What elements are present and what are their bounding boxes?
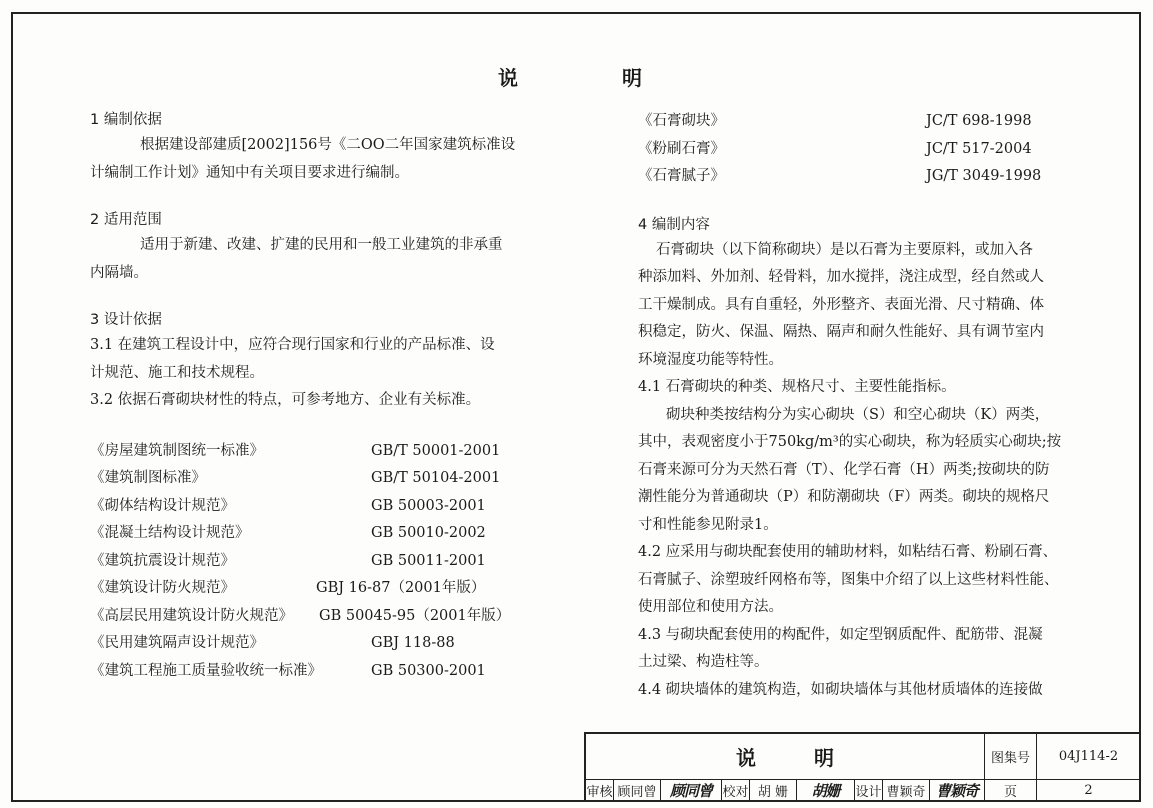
standard-name: 《民用建筑隔声设计规范》 <box>90 635 264 651</box>
title-block <box>584 732 1141 802</box>
standard-item <box>90 575 530 603</box>
right-column <box>638 108 1078 704</box>
section-4-text-line: 土过梁、构造柱等。 <box>638 654 769 670</box>
standards-list <box>90 438 530 686</box>
standard-name: 《混凝土结构设计规范》 <box>90 525 250 541</box>
standard-name: 《建筑工程施工质量验收统一标准》 <box>90 662 322 679</box>
page-number: 2 <box>1037 780 1141 802</box>
standard-name: 《石膏砌块》 <box>638 113 725 129</box>
standard-code: JC/T 698-1998 <box>926 113 1032 129</box>
section-3-heading: 3 设计依据 <box>90 312 162 328</box>
standard-item <box>90 520 530 548</box>
designer-signature: 曹颖奇 <box>930 780 985 802</box>
atlas-number-label: 图集号 <box>985 734 1037 780</box>
page-title <box>0 62 1153 88</box>
section-2-text-line: 内隔墙。 <box>90 264 148 281</box>
standard-item <box>90 630 530 658</box>
standard-item <box>90 493 530 521</box>
standard-code: GBJ 16-87（2001年版） <box>316 580 486 596</box>
section-4-text-line: 石膏腻子、涂塑玻纤网格布等，图集中介绍了以上这些材料性能、 <box>638 571 1059 588</box>
standard-code: GB 50045-95（2001年版） <box>319 607 511 624</box>
section-4-text-line: 寸和性能参见附录1。 <box>638 516 778 533</box>
standard-name: 《粉刷石膏》 <box>638 140 725 157</box>
section-4-text-line: 砌块种类按结构分为实心砌块（S）和空心砌块（K）两类， <box>666 406 1050 423</box>
reviewer-name: 顾同曾 <box>614 780 661 802</box>
standard-name: 《建筑制图标准》 <box>90 470 206 486</box>
section-4-text-line: 环境湿度功能等特性。 <box>638 351 783 368</box>
standard-name: 《建筑抗震设计规范》 <box>90 552 235 569</box>
section-1-text-line: 计编制工作计划》通知中有关项目要求进行编制。 <box>90 164 409 181</box>
section-4-text-line: 石膏砌块（以下简称砌块）是以石膏为主要原料，或加入各 <box>656 241 1033 258</box>
standard-name: 《房屋建筑制图统一标准》 <box>90 442 264 459</box>
designer-name: 曹颖奇 <box>883 780 930 802</box>
page-title-char-1: 说 <box>498 66 518 90</box>
section-4-text-line: 潮性能分为普通砌块（P）和防潮砌块（F）两类。砌块的规格尺 <box>638 489 1050 505</box>
left-column <box>90 108 530 685</box>
standard-code: JC/T 517-2004 <box>926 140 1032 157</box>
page-label: 页 <box>985 780 1037 802</box>
standard-name: 《砌体结构设计规范》 <box>90 497 235 514</box>
standard-item <box>638 108 1078 136</box>
standard-code: GB 50003-2001 <box>371 497 486 514</box>
standard-name: 《建筑设计防火规范》 <box>90 580 235 596</box>
section-4-text-line: 4.3 与砌块配套使用的构配件，如定型钢质配件、配筋带、混凝 <box>638 626 1043 643</box>
section-4-text-line: 积稳定，防火、保温、隔热、隔声和耐久性能好、具有调节室内 <box>638 324 1044 340</box>
title-block-title-char-1: 说 <box>736 746 756 770</box>
standard-item <box>90 548 530 576</box>
standard-item <box>90 465 530 493</box>
standard-name: 《高层民用建筑设计防火规范》 <box>90 607 293 624</box>
section-2-text-line: 适用于新建、改建、扩建的民用和一般工业建筑的非承重 <box>140 237 503 253</box>
section-4-text-line: 4.1 石膏砌块的种类、规格尺寸、主要性能指标。 <box>638 379 956 395</box>
standard-item <box>90 603 530 631</box>
review-label: 审核 <box>586 780 614 802</box>
page-title-char-2: 明 <box>622 66 642 90</box>
section-3-text-line: 3.2 依据石膏砌块材性的特点，可参考地方、企业有关标准。 <box>90 392 481 408</box>
standard-code: GBJ 118-88 <box>371 635 455 651</box>
section-2-heading: 2 适用范围 <box>90 212 162 228</box>
section-3-text-line: 3.1 在建筑工程设计中，应符合现行国家和行业的产品标准、设 <box>90 337 495 353</box>
section-4-text-line: 石膏来源可分为天然石膏（T）、化学石膏（H）两类;按砌块的防 <box>638 461 1050 478</box>
standard-name: 《石膏腻子》 <box>638 168 725 184</box>
section-3-text-line: 计规范、施工和技术规程。 <box>90 364 264 381</box>
standard-code: GB/T 50001-2001 <box>371 442 501 459</box>
section-4-heading: 4 编制内容 <box>638 216 710 233</box>
atlas-number: 04J114-2 <box>1037 734 1141 780</box>
section-4-text-line: 使用部位和使用方法。 <box>638 599 783 615</box>
standard-item <box>638 136 1078 164</box>
standard-code: JG/T 3049-1998 <box>926 168 1042 184</box>
standard-item <box>638 163 1078 191</box>
title-block-title-char-2: 明 <box>814 746 834 770</box>
standard-item <box>90 438 530 466</box>
section-4-text-line: 种添加料、外加剂、轻骨料，加水搅拌，浇注成型，经自然或人 <box>638 269 1044 285</box>
standard-code: GB 50010-2002 <box>371 525 486 541</box>
standard-code: GB/T 50104-2001 <box>371 470 501 486</box>
checker-name: 胡 姗 <box>750 780 797 802</box>
title-block-title <box>586 734 985 780</box>
reviewer-signature: 顾同曾 <box>661 780 722 802</box>
standard-item <box>90 658 530 686</box>
section-4-text-line: 4.2 应采用与砌块配套使用的辅助材料，如粘结石膏、粉刷石膏、 <box>638 544 1058 560</box>
section-1-text-line: 根据建设部建质[2002]156号《二OO二年国家建筑标准设 <box>140 137 516 153</box>
standard-code: GB 50011-2001 <box>371 552 486 569</box>
check-label: 校对 <box>722 780 750 802</box>
standard-code: GB 50300-2001 <box>371 662 486 679</box>
section-4-text-line: 其中，表观密度小于750kg/m³的实心砌块，称为轻质实心砌块;按 <box>638 434 1062 450</box>
design-label: 设计 <box>855 780 883 802</box>
checker-signature: 胡姗 <box>797 780 855 802</box>
section-4-text-line: 工干燥制成。具有自重轻，外形整齐、表面光滑、尺寸精确、体 <box>638 296 1044 313</box>
section-1-heading: 1 编制依据 <box>90 112 162 128</box>
section-4-text-line: 4.4 砌块墙体的建筑构造，如砌块墙体与其他材质墙体的连接做 <box>638 681 1043 698</box>
